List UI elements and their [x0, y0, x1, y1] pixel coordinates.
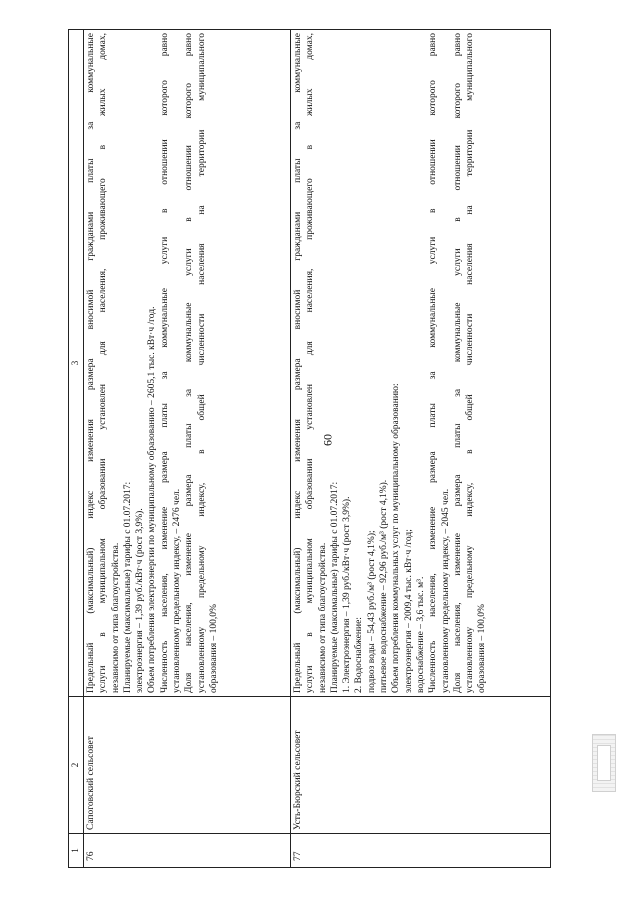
- header-col-1: 1: [69, 834, 84, 868]
- row-content: [291, 30, 551, 697]
- content-line: Численность населения, изменение размера платы за коммунальные услуги в отношении которого равно: [428, 33, 439, 693]
- page-number: 60: [320, 434, 335, 446]
- content-line: Планируемые (максимальные) тарифы с 01.07.2017:: [122, 481, 133, 693]
- content-line: установленному предельному индексу, – 2045 чел.: [440, 488, 451, 693]
- content-line: питьевое водоснабжение – 92,96 руб./м³ (рост 4,1%).: [379, 479, 390, 693]
- content-line: установленному предельному индексу, в общей численности населения на территории муниципального: [196, 33, 207, 693]
- content-line: услуги в муниципальном образовании установлен для населения, проживающего в жилых домах,: [305, 33, 316, 693]
- tariff-table: [68, 29, 551, 868]
- content-line: Предельный (максимальный) индекс изменения размера вносимой гражданами платы за коммунальные: [293, 33, 303, 693]
- content-line: электроэнергия – 2009,4 тыс. кВт·ч /год;: [403, 529, 414, 693]
- content-line: независимо от типа благоустройства.: [317, 542, 328, 693]
- scan-stamp-mark: [592, 734, 616, 792]
- content-line: электроэнергия – 1,39 руб./кВт·ч (рост 3,9%).: [135, 508, 146, 693]
- row-number: 76: [84, 834, 291, 868]
- content-line: 1. Электроэнергия – 1,39 руб./кВт·ч (рост 3,9%).: [342, 496, 353, 693]
- content-line: Доля населения, изменение размера платы за коммунальные услуги в отношении которого равно: [452, 33, 463, 693]
- row-content: [84, 30, 291, 697]
- table-header-row: [69, 30, 84, 868]
- rotated-table-wrapper: [68, 30, 551, 868]
- content-line: подвоз воды – 54,43 руб./м³ (рост 4,1%);: [366, 530, 377, 693]
- row-number: 77: [291, 834, 551, 868]
- content-line: установленному предельному индексу, – 2476 чел.: [172, 488, 183, 693]
- header-col-2: 2: [69, 697, 84, 834]
- content-line: Предельный (максимальный) индекс изменения размера вносимой гражданами платы за коммунальные: [86, 33, 96, 693]
- content-line: Объем потребления электроэнергии по муниципальному образованию – 2605,1 тыс. кВт·ч /год.: [147, 306, 158, 693]
- content-line: Численность населения, изменение размера платы за коммунальные услуги в отношении которого равно: [159, 33, 170, 693]
- content-line: образования – 100,0%: [208, 604, 219, 693]
- table-row: [84, 30, 291, 868]
- municipality-name: Усть-Бюрский сельсовет: [291, 697, 551, 834]
- content-line: услуги в муниципальном образовании установлен для населения, проживающего в жилых домах,: [98, 33, 109, 693]
- content-line: образования – 100,0%: [477, 604, 488, 693]
- content-line: независимо от типа благоустройства.: [110, 542, 121, 693]
- content-line: 2. Водоснабжение:: [354, 617, 365, 693]
- content-line: установленному предельному индексу, в общей численности населения на территории муниципального: [465, 33, 476, 693]
- content-line: Объем потребления коммунальных услуг по муниципальному образованию:: [391, 383, 402, 693]
- header-col-3: 3: [69, 30, 84, 697]
- content-line: Планируемые (максимальные) тарифы с 01.07.2017:: [329, 481, 340, 693]
- content-line: Доля населения, изменение размера платы за коммунальные услуги в отношении которого равно: [184, 33, 195, 693]
- table-row: [291, 30, 551, 868]
- content-line: водоснабжение – 3,6 тыс. м³.: [415, 576, 426, 693]
- municipality-name: Сапоговский сельсовет: [84, 697, 291, 834]
